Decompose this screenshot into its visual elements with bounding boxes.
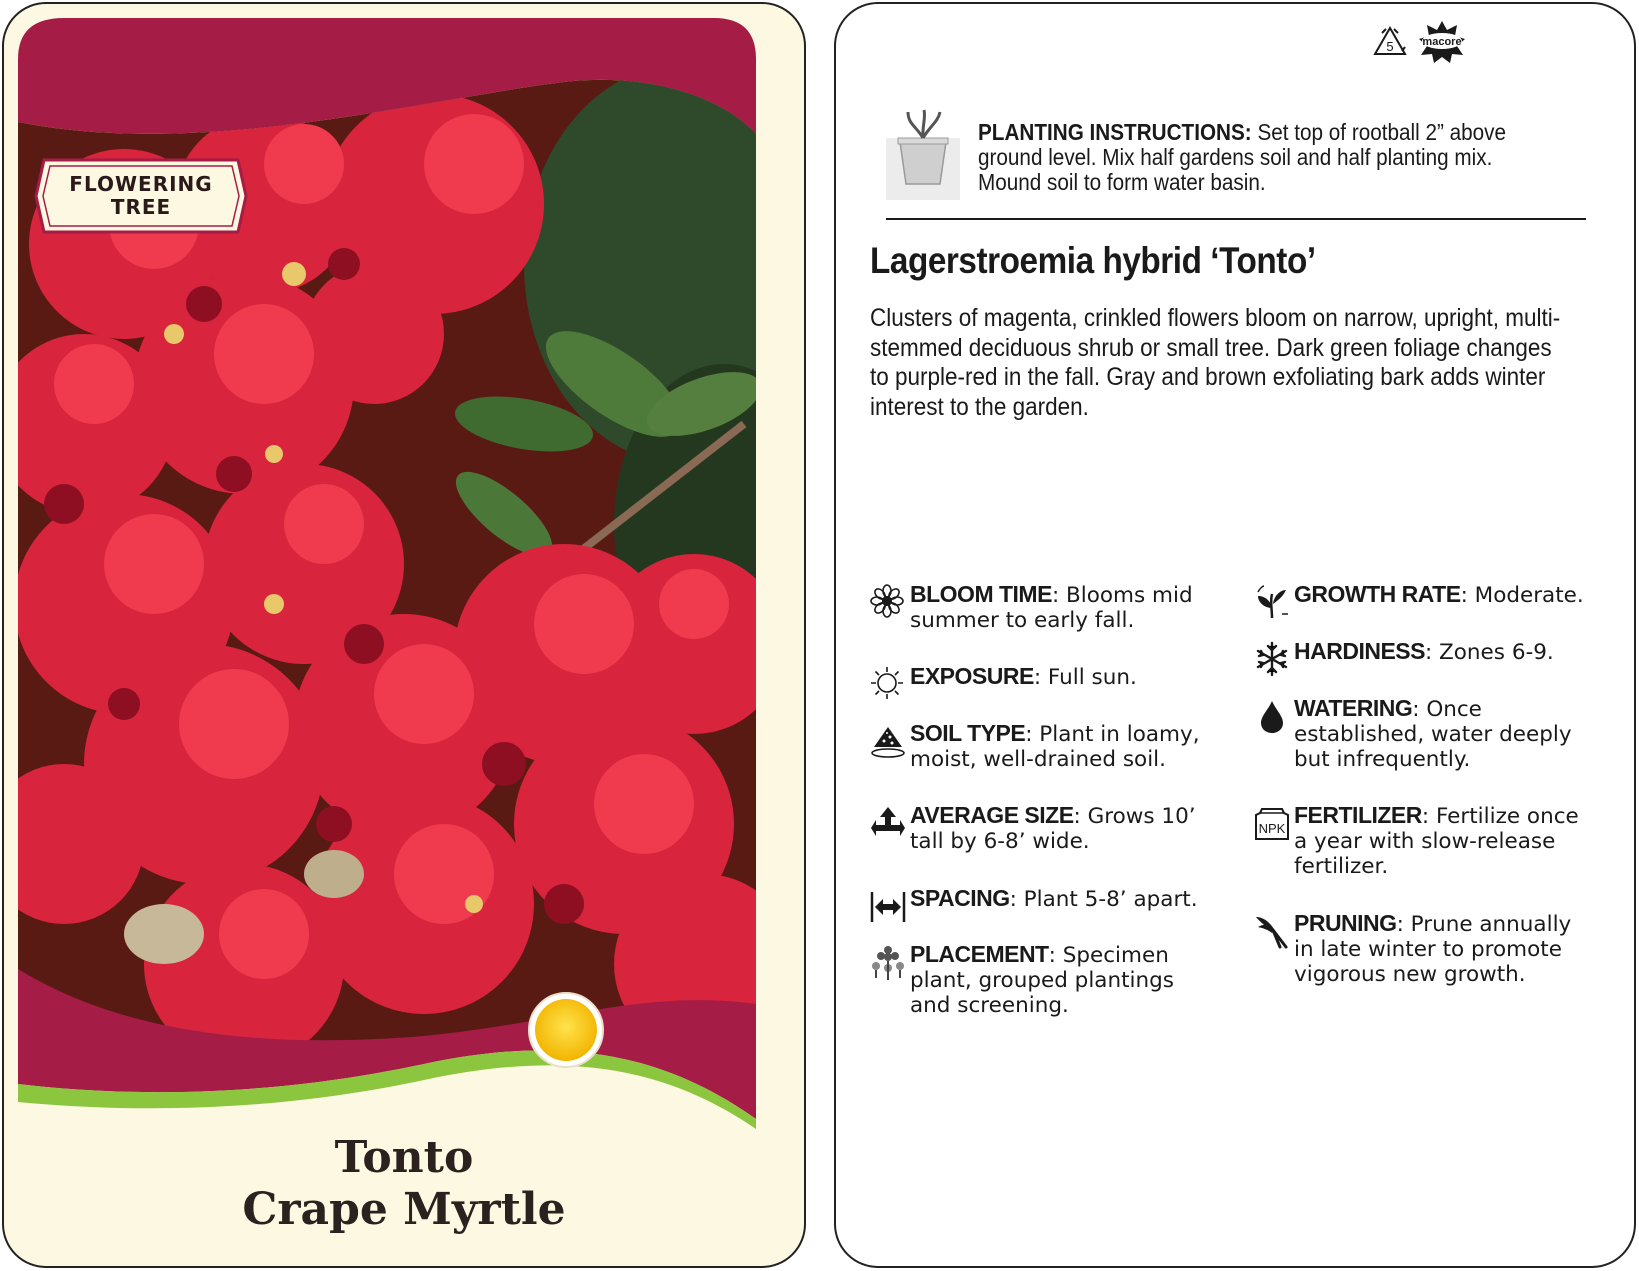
attr-text: Zones 6-9. [1439, 640, 1554, 665]
attr-text: Once established, water deeply but infrequently. [1294, 697, 1572, 772]
attr-watering: WATERING: Once established, water deeply but infrequently. [1254, 696, 1594, 772]
attr-label: EXPOSURE [910, 663, 1034, 689]
potted-plant-icon [886, 108, 960, 200]
attr-text: Fertilize once a year with slow-release fertilizer. [1294, 804, 1579, 879]
plant-tag-front [2, 2, 806, 1268]
attr-soil-type: SOIL TYPE: Plant in loamy, moist, well-drained soil. [870, 721, 1200, 772]
soil-icon [870, 723, 906, 761]
water-drop-icon [1254, 698, 1290, 734]
attr-average-size: AVERAGE SIZE: Grows 10’ tall by 6-8’ wide. [870, 803, 1200, 854]
common-name-line-2: Crape Myrtle [242, 1184, 566, 1235]
plant-tag-back [834, 2, 1636, 1268]
attr-text: Prune annually in late winter to promote vigorous new growth. [1294, 912, 1572, 987]
placement-icon [870, 944, 906, 982]
planting-text: Set top of rootball 2” above ground level. Mix half gardens soil and half planting mix. Mound soil to form water basin. [978, 119, 1507, 195]
brand-text: macore [1422, 36, 1462, 48]
plant-description: Clusters of magenta, crinkled flowers bloom on narrow, upright, multi-stemmed deciduous shrub or small tree. Dark green foliage changes to purple-red in the fall. Gray and brown exfoliating bark adds winter interest to the garden. [870, 304, 1561, 421]
badge-line-2: TREE [110, 195, 172, 219]
attr-text: Plant 5-8’ apart. [1023, 887, 1198, 912]
attr-label: SPACING [910, 885, 1010, 911]
sun-icon [535, 999, 597, 1061]
attr-text: Plant in loamy, moist, well-drained soil. [910, 722, 1200, 772]
attr-spacing: SPACING: Plant 5-8’ apart. [870, 886, 1200, 929]
attr-label: HARDINESS [1294, 638, 1425, 664]
attr-pruning: PRUNING: Prune annually in late winter to promote vigorous new growth. [1254, 911, 1594, 987]
attr-label: SOIL TYPE [910, 720, 1026, 746]
category-badge [34, 156, 248, 236]
attr-label: BLOOM TIME [910, 581, 1052, 607]
attr-fertilizer: NPK FERTILIZER: Fertilize once a year with slow-release fertilizer. [1254, 803, 1594, 879]
attr-hardiness: HARDINESS: Zones 6-9. [1254, 639, 1594, 682]
flower-icon [870, 584, 904, 618]
size-icon [870, 805, 906, 841]
scientific-name: Lagerstroemia hybrid ‘Tonto’ [870, 240, 1316, 281]
divider-line [886, 218, 1586, 220]
attr-exposure: EXPOSURE: Full sun. [870, 664, 1200, 705]
attr-placement: PLACEMENT: Specimen plant, grouped plantings and screening. [870, 942, 1200, 1018]
recycle-number: 5 [1386, 39, 1394, 54]
attr-text: Moderate. [1474, 583, 1584, 608]
attr-label: GROWTH RATE [1294, 581, 1461, 607]
attr-label: WATERING [1294, 695, 1413, 721]
npk-label: NPK [1258, 821, 1286, 836]
planting-instructions [978, 120, 1536, 195]
attr-text: Grows 10’ tall by 6-8’ wide. [910, 804, 1196, 854]
attr-text: Specimen plant, grouped plantings and screening. [910, 943, 1174, 1018]
spacing-icon [870, 888, 906, 924]
badge-line-1: FLOWERING [69, 172, 213, 196]
snowflake-icon [1254, 641, 1290, 677]
fertilizer-icon [1254, 805, 1290, 841]
planting-label: PLANTING INSTRUCTIONS: [978, 119, 1252, 145]
attr-label: PLACEMENT [910, 941, 1049, 967]
sun-icon [870, 666, 904, 700]
attr-growth-rate: GROWTH RATE: Moderate. [1254, 582, 1594, 625]
sprout-icon [1254, 584, 1290, 620]
attr-label: FERTILIZER [1294, 802, 1422, 828]
recycle-icon [1372, 25, 1408, 59]
common-name-line-1: Tonto [334, 1132, 474, 1183]
pruners-icon [1254, 913, 1290, 949]
attr-text: Full sun. [1047, 665, 1137, 690]
attr-label: PRUNING [1294, 910, 1397, 936]
macore-logo-icon [1418, 20, 1466, 64]
attr-text: Blooms mid summer to early fall. [910, 583, 1193, 633]
attr-label: AVERAGE SIZE [910, 802, 1074, 828]
logo-group [1372, 20, 1466, 64]
attr-bloom-time: BLOOM TIME: Blooms mid summer to early fall. [870, 582, 1200, 633]
